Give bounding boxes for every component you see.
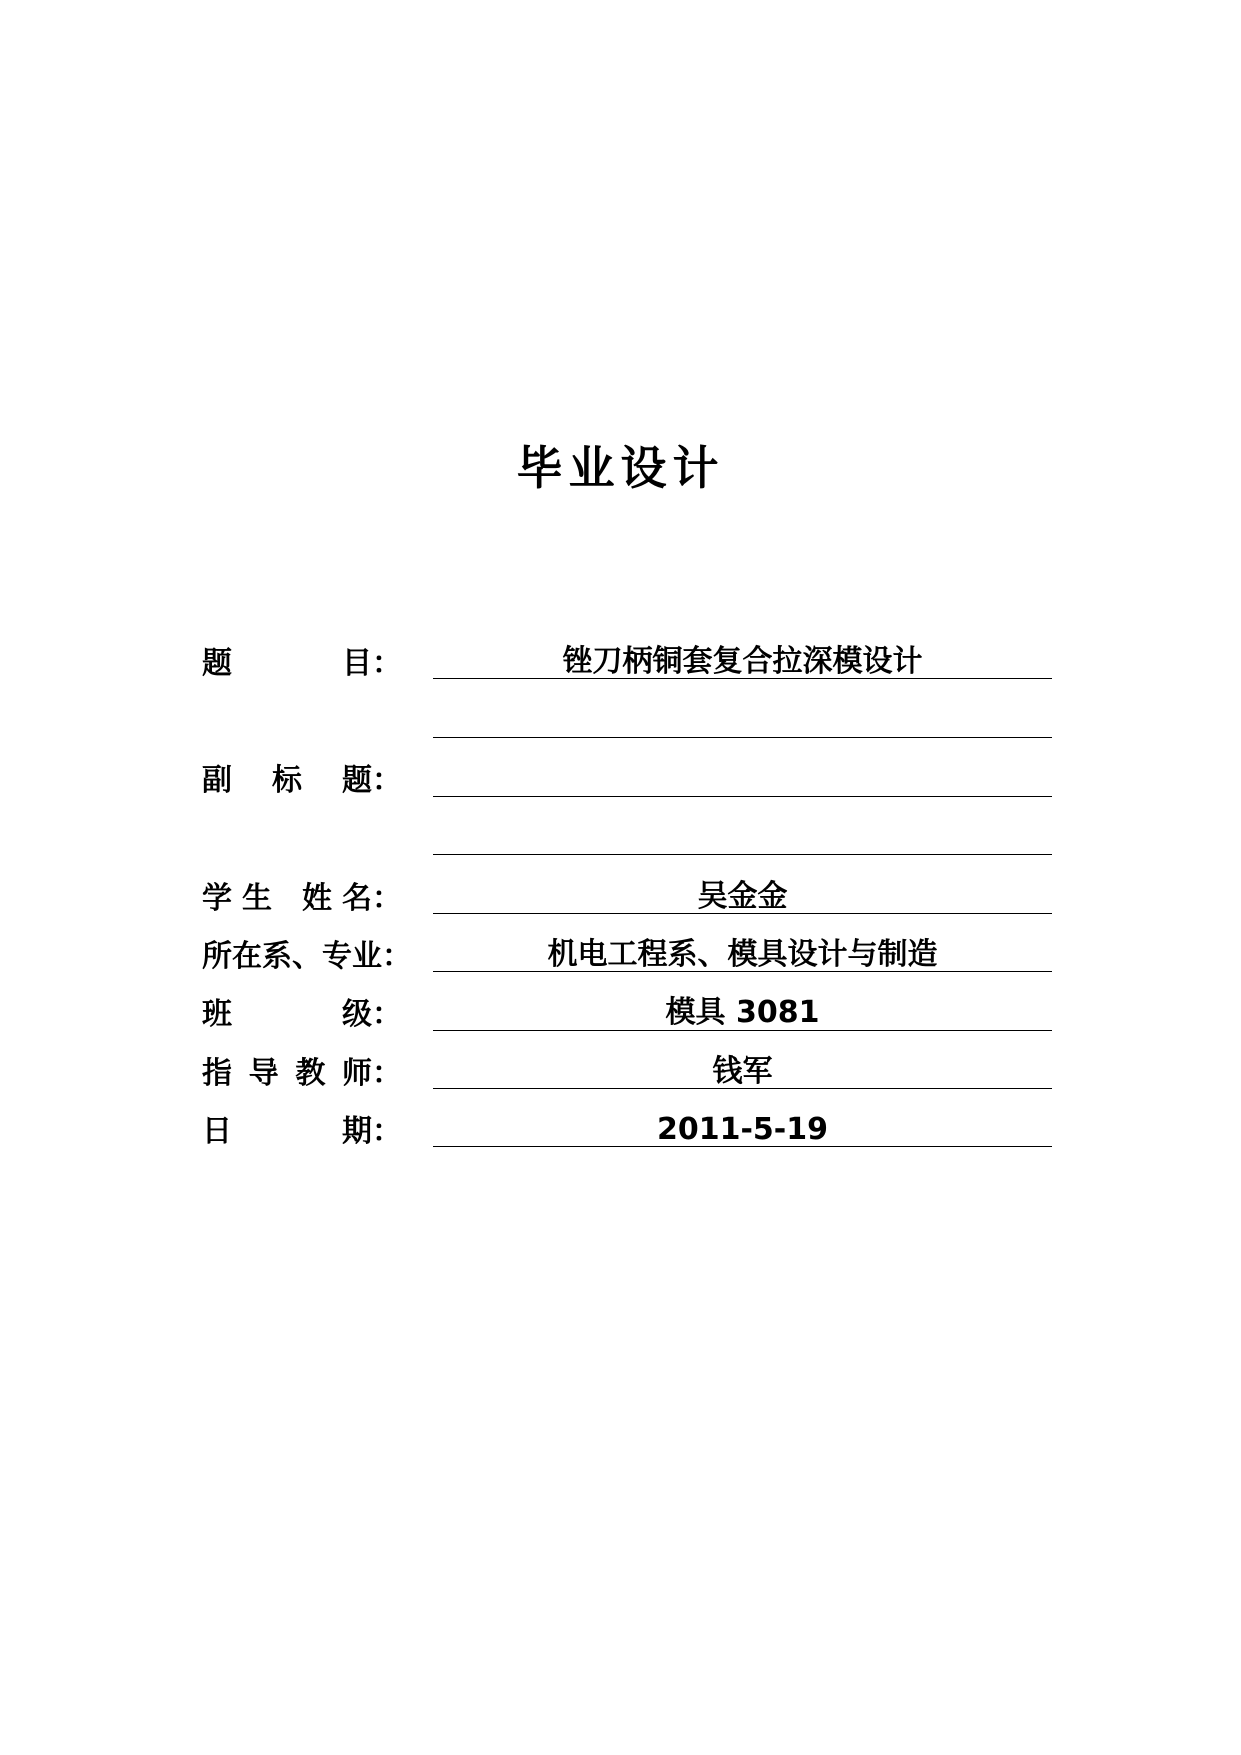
field-advisor-underline [433,1088,1052,1089]
field-advisor-label [202,1054,402,1094]
field-subtitle-underline [433,796,1052,797]
field-date-underline [433,1146,1052,1147]
label-char: 导 [248,1056,279,1091]
document-title: 毕业设计 [516,441,725,495]
field-advisor-value: 钱军 [712,1054,773,1089]
label-char: 题 [202,646,232,681]
label-char: 级： [342,997,402,1032]
field-topic-label [202,644,402,684]
label-char: 题： [342,763,402,798]
label-char: 标 [272,763,302,798]
label-char: 姓 [302,881,332,916]
field-department-underline [433,971,1052,972]
field-class-value: 模具 3081 [665,995,820,1030]
field-date-value: 2011-5-19 [656,1112,829,1147]
field-topic-underline-2 [433,737,1052,738]
field-department-value: 机电工程系、模具设计与制造 [547,937,938,972]
label-char: 日 [202,1114,232,1149]
label-char: 生 [242,881,272,916]
field-subtitle-underline-2 [433,854,1052,855]
label-char: 学 [202,881,232,916]
field-student-name-value: 吴金金 [697,879,788,914]
field-class-label [202,995,402,1035]
label-char: 班 [202,997,232,1032]
label-char: 副 [202,763,232,798]
field-student-name-underline [433,913,1052,914]
label-char: 名： [342,881,402,916]
field-department-label [202,937,412,977]
field-student-name-label [202,879,402,919]
field-class-underline [433,1030,1052,1031]
field-date-label [202,1112,402,1152]
label-char: 所在系、专业： [202,939,412,974]
field-topic-underline [433,678,1052,679]
label-char: 期： [342,1114,402,1149]
field-topic-value: 锉刀柄铜套复合拉深模设计 [562,644,923,679]
label-char: 目： [342,646,402,681]
field-subtitle-label [202,761,402,801]
label-char: 教 [295,1056,326,1091]
label-char: 指 [202,1056,232,1091]
label-char: 师： [341,1056,402,1091]
